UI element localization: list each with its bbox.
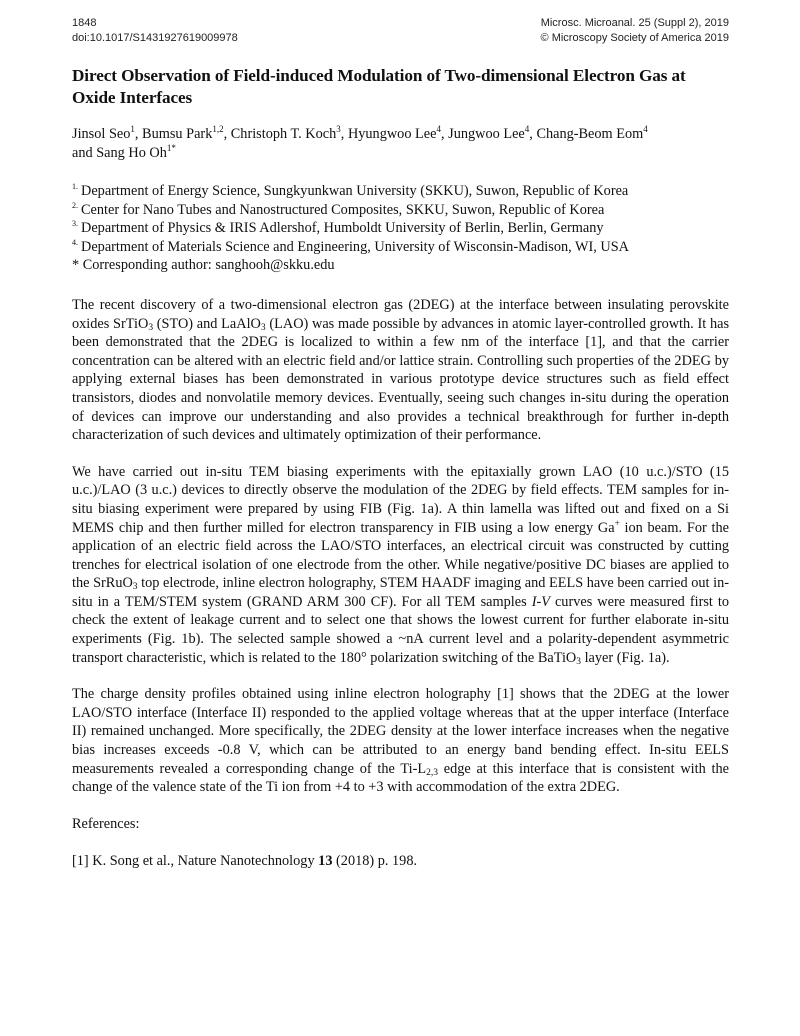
author-name: Christoph T. Koch xyxy=(230,126,337,142)
corresponding-author: * Corresponding author: sanghooh@skku.edu xyxy=(72,257,335,274)
author-list xyxy=(72,125,729,163)
header-left xyxy=(72,16,238,46)
doi: doi:10.1017/S1431927619009978 xyxy=(72,32,238,44)
author: Hyungwoo Lee$^4$, xyxy=(347,124,449,142)
author: Bumsu Park$^{1,2}$, xyxy=(142,124,231,142)
author-name: Sang Ho Oh xyxy=(96,145,167,161)
reference-item: [1] K. Song et al., Nature Nanotechnology 13 (2018) p. 198. xyxy=(72,853,418,870)
author-name: Bumsu Park xyxy=(142,126,213,142)
author: Christoph T. Koch$^3$, xyxy=(230,124,348,142)
author-name: Jinsol Seo xyxy=(72,126,131,142)
author-name: Jungwoo Lee xyxy=(448,126,525,142)
author-affiliation-marker: 4 xyxy=(643,124,648,134)
author xyxy=(96,145,176,161)
references-heading: References: xyxy=(72,815,140,832)
body-paragraph-3: The charge density profiles obtained using inline electron holography [1] shows that the 2DEG at the lower LAO/STO interface (Interface II) responded to the applied voltage whereas that at the upper interface (Interface II) remained unchanged. More specifically, the 2DEG density at the lower interface increases when the negative bias increases exceeds -0.8 V, which can be attributed to an energy band bending effect. In-situ EELS measurements revealed a corresponding change of the $Ti-L_{2,3}$ edge at this interface that is consistent with the change of the valence state of the Ti ion from +4 to +3 with accommodation of the extra 2DEG. xyxy=(72,686,729,796)
affiliation: $^{2.}$ Center for Nano Tubes and Nanostructured Composites, SKKU, Suwon, Republic of Korea xyxy=(72,200,605,218)
paper-title: Direct Observation of Field-induced Modulation of Two-dimensional Electron Gas at Oxide Interfaces xyxy=(72,66,686,107)
author: Jungwoo Lee$^4$, xyxy=(448,124,537,142)
author: Chang-Beom Eom$^4$ and xyxy=(72,124,648,161)
author: Jinsol Seo$^1$, xyxy=(72,124,143,142)
author-name: Hyungwoo Lee xyxy=(347,126,437,142)
affiliation: $^{1.}$ Department of Energy Science, Sungkyunkwan University (SKKU), Suwon, Republic of Korea xyxy=(72,182,629,199)
copyright: © Microscopy Society of America 2019 xyxy=(540,32,729,44)
author-affiliation-marker: 4 xyxy=(436,124,441,134)
author-name: Chang-Beom Eom xyxy=(536,126,644,142)
author-affiliation-marker: 3 xyxy=(336,124,341,134)
affiliation: $^{3.}$ Department of Physics & IRIS Adlershof, Humboldt University of Berlin, Berlin, Germany xyxy=(72,219,604,237)
header-right xyxy=(541,16,729,46)
affiliation: $^{4.}$ Department of Materials Science and Engineering, University of Wisconsin-Madison, WI, USA xyxy=(72,237,630,255)
body-paragraph-2: We have carried out in-situ TEM biasing experiments with the epitaxially grown LAO (10 u.c.)/STO (15 u.c.)/LAO (3 u.c.) devices to directly observe the modulation of the 2DEG by field effects. TEM samples for in-situ biasing experiment were prepared by using FIB (Fig. 1a). A thin lamella was lifted out and fixed on a Si MEMS chip and then further milled for electron transparency in FIB using a low energy Ga+ ion beam. For the application of an electric field across the LAO/STO interfaces, an electrical circuit was constructed by cutting trenches for electrical isolation of one electrode from the other. While negative/positive DC biases are applied to the SrRuO$_3$ top electrode, inline electron holography, STEM HAADF imaging and EELS have been carried out in-situ in a TEM/STEM system (GRAND ARM 300 CF). For all TEM samples I-V curves were measured first to check the extent of leakage current and to select one that shows the lowest current for further elaborate in-situ experiments (Fig. 1b). The selected sample showed a ~nA current level and a polarity-dependent asymmetric transport characteristic, which is related to the 180° polarization switching of the BaTiO$_3$ layer (Fig. 1a). xyxy=(72,463,729,667)
author-affiliation-marker: 1 xyxy=(130,124,135,134)
body-paragraph-1: The recent discovery of a two-dimensional electron gas (2DEG) at the interface between insulating perovskite oxides SrTiO$_3$ (STO) and LaAlO$_3$ (LAO) was made possible by advances in atomic layer-controlled growth. It has been demonstrated that the 2DEG is localized to within a few nm of the interface [1], and that the carrier concentration can be altered with an electric field and/or lattice strain. Controlling such properties of the 2DEG by applying external biases has been demonstrated in various prototype device structures such as field effect transistors, diodes and nonvolatile memory devices. Eventually, seeing such changes in-situ during the operation of devices can improve our understanding and also provides a technical breakthrough for further in-depth characterization of such devices and ultimately optimization of their performance. xyxy=(72,296,730,444)
page-number: 1848 xyxy=(72,17,97,29)
author-affiliation-marker: 4 xyxy=(524,124,530,134)
paper-page xyxy=(72,16,729,871)
author-affiliation-marker: 1* xyxy=(166,143,176,153)
affiliation-list xyxy=(72,182,729,275)
journal-citation: Microsc. Microanal. 25 (Suppl 2), 2019 xyxy=(540,17,729,29)
author-affiliation-marker: 1,2 xyxy=(212,124,224,134)
running-header xyxy=(72,16,729,46)
